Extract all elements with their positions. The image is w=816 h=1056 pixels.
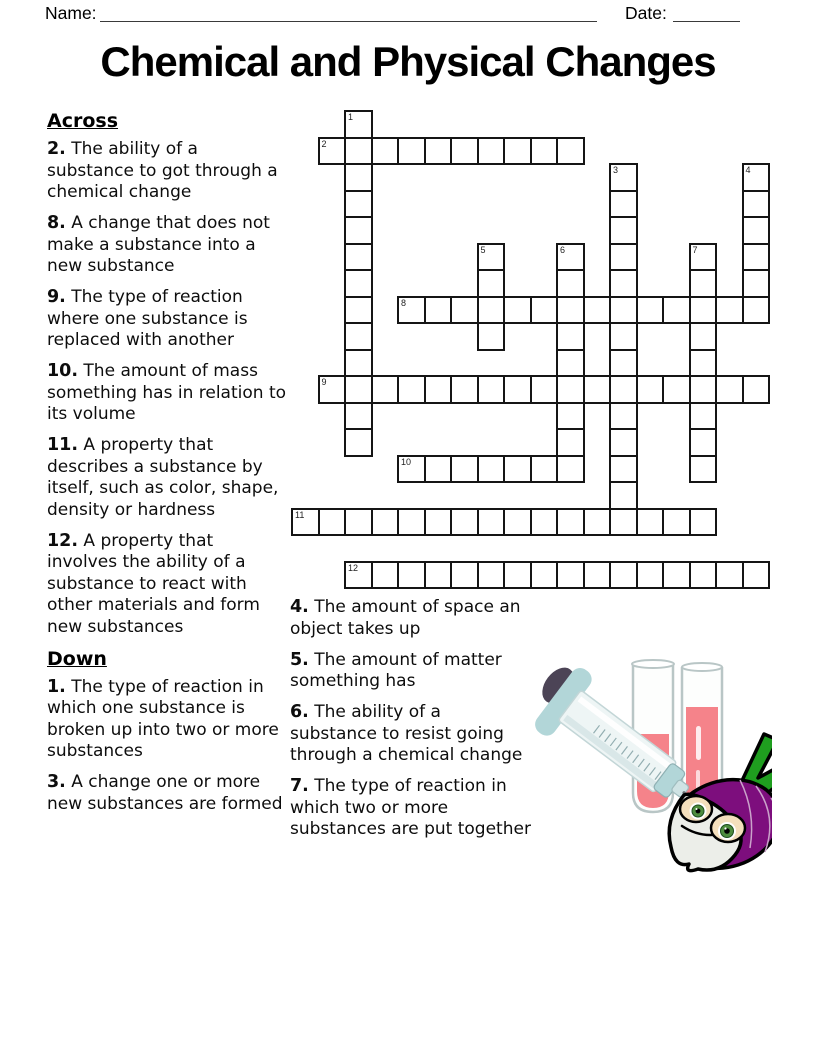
grid-cell[interactable] xyxy=(344,269,373,298)
grid-cell[interactable] xyxy=(291,508,320,537)
grid-cell[interactable] xyxy=(609,481,638,510)
grid-cell[interactable] xyxy=(371,561,400,590)
grid-cell[interactable] xyxy=(556,243,585,272)
clue-number: 12. xyxy=(47,530,79,551)
grid-cell[interactable] xyxy=(583,375,612,404)
grid-cell[interactable] xyxy=(742,375,771,404)
clue-text: A property that involves the ability of a substance to react with other materials and form new substances xyxy=(47,530,260,637)
grid-cell[interactable] xyxy=(636,508,665,537)
clue-text: A property that describes a substance by itself, such as color, shape, density or hardness xyxy=(47,435,279,520)
clue-number: 8. xyxy=(47,213,66,233)
grid-cell[interactable] xyxy=(503,375,532,404)
clue-text: A change that does not make a substance into a new substance xyxy=(47,213,270,276)
clue-number: 10. xyxy=(47,361,79,381)
illustration xyxy=(532,650,772,900)
grid-cell[interactable] xyxy=(530,375,559,404)
grid-cell[interactable] xyxy=(424,375,453,404)
grid-cell[interactable] xyxy=(583,561,612,590)
grid-cell[interactable] xyxy=(689,296,718,325)
grid-cell[interactable] xyxy=(689,269,718,298)
grid-cell[interactable] xyxy=(371,375,400,404)
clue-across-11 xyxy=(47,435,286,521)
clue-number: 7. xyxy=(290,776,309,796)
across-heading: Across xyxy=(47,110,119,132)
grid-cell[interactable] xyxy=(344,243,373,272)
clue-text: The ability of a substance to got through a chemical change xyxy=(47,139,278,202)
grid-cell[interactable] xyxy=(397,375,426,404)
grid-cell[interactable] xyxy=(503,561,532,590)
grid-cell-number: 3 xyxy=(613,165,619,175)
grid-cell-number: 2 xyxy=(321,138,327,149)
grid-cell[interactable] xyxy=(689,349,718,378)
grid-cell[interactable] xyxy=(450,137,479,166)
grid-cell[interactable] xyxy=(609,216,638,245)
clue-text: A change one or more new substances are formed xyxy=(47,772,283,814)
grid-cell[interactable] xyxy=(636,296,665,325)
grid-cell[interactable] xyxy=(530,296,559,325)
eye-left-icon xyxy=(680,796,712,822)
grid-cell[interactable] xyxy=(318,137,347,166)
clue-column-left xyxy=(47,110,286,825)
grid-cell[interactable] xyxy=(477,269,506,298)
grid-cell[interactable] xyxy=(556,561,585,590)
clue-text: The type of reaction where one substance is replaced with another xyxy=(47,287,248,350)
clue-down-4 xyxy=(290,597,531,640)
eye-right-icon xyxy=(711,814,745,842)
grid-cell[interactable] xyxy=(477,243,506,272)
grid-cell[interactable] xyxy=(344,216,373,245)
grid-cell[interactable] xyxy=(397,508,426,537)
grid-cell[interactable] xyxy=(318,508,347,537)
clue-text: The amount of matter something has xyxy=(290,649,502,691)
clue-across-2 xyxy=(47,139,286,204)
grid-cell[interactable] xyxy=(503,296,532,325)
grid-cell[interactable] xyxy=(397,561,426,590)
grid-cell[interactable] xyxy=(344,508,373,537)
grid-cell[interactable] xyxy=(689,561,718,590)
grid-cell[interactable] xyxy=(689,508,718,537)
grid-cell[interactable] xyxy=(530,508,559,537)
grid-cell[interactable] xyxy=(477,137,506,166)
clue-number: 6. xyxy=(290,702,309,722)
grid-cell[interactable] xyxy=(715,296,744,325)
grid-cell[interactable] xyxy=(689,322,718,351)
grid-cell[interactable] xyxy=(609,508,638,537)
grid-cell[interactable] xyxy=(689,375,718,404)
grid-cell-number: 4 xyxy=(745,165,751,175)
grid-cell[interactable] xyxy=(742,296,771,325)
clue-down-7 xyxy=(290,776,531,841)
grid-cell[interactable] xyxy=(530,455,559,484)
grid-cell[interactable] xyxy=(583,296,612,325)
clue-across-12 xyxy=(47,531,286,639)
grid-cell[interactable] xyxy=(397,296,426,325)
grid-cell[interactable] xyxy=(424,137,453,166)
grid-cell[interactable] xyxy=(397,137,426,166)
date-label: Date: xyxy=(625,3,667,23)
grid-cell[interactable] xyxy=(556,375,585,404)
clue-number: 2. xyxy=(47,139,66,159)
grid-cell[interactable] xyxy=(424,561,453,590)
down-heading: Down xyxy=(47,647,107,670)
clue-column-middle xyxy=(290,597,531,850)
grid-cell[interactable] xyxy=(344,137,373,166)
grid-cell[interactable] xyxy=(503,508,532,537)
clue-across-8 xyxy=(47,213,286,278)
grid-cell[interactable] xyxy=(662,561,691,590)
grid-cell[interactable] xyxy=(636,375,665,404)
clue-text: The amount of space an object takes up xyxy=(290,597,521,639)
grid-cell[interactable] xyxy=(477,322,506,351)
grid-cell[interactable] xyxy=(609,349,638,378)
clue-number: 4. xyxy=(290,597,309,617)
clue-text: The ability of a substance to resist going through a chemical change xyxy=(290,702,523,765)
grid-cell[interactable] xyxy=(530,137,559,166)
grid-cell-number: 12 xyxy=(348,562,359,573)
grid-cell[interactable] xyxy=(689,455,718,484)
grid-cell[interactable] xyxy=(477,455,506,484)
grid-cell[interactable] xyxy=(715,561,744,590)
grid-cell[interactable] xyxy=(556,296,585,325)
grid-cell[interactable] xyxy=(609,163,638,192)
grid-cell[interactable] xyxy=(609,455,638,484)
grid-cell[interactable] xyxy=(742,163,771,192)
grid-cell[interactable] xyxy=(609,269,638,298)
grid-cell[interactable] xyxy=(424,296,453,325)
grid-cell[interactable] xyxy=(503,455,532,484)
grid-cell-number: 6 xyxy=(560,244,566,255)
clue-number: 5. xyxy=(290,649,309,670)
grid-cell[interactable] xyxy=(742,561,771,590)
grid-cell[interactable] xyxy=(583,508,612,537)
grid-cell-number: 5 xyxy=(480,244,486,255)
grid-cell[interactable] xyxy=(609,190,638,219)
clue-number: 11. xyxy=(47,435,79,455)
grid-cell[interactable] xyxy=(609,243,638,272)
grid-cell[interactable] xyxy=(450,561,479,590)
grid-cell[interactable] xyxy=(477,508,506,537)
grid-cell[interactable] xyxy=(609,375,638,404)
grid-cell[interactable] xyxy=(609,402,638,431)
clue-down-1 xyxy=(47,677,286,763)
grid-cell[interactable] xyxy=(397,455,426,484)
grid-cell[interactable] xyxy=(344,296,373,325)
grid-cell[interactable] xyxy=(556,137,585,166)
grid-cell[interactable] xyxy=(424,508,453,537)
grid-cell[interactable] xyxy=(742,243,771,272)
grid-cell[interactable] xyxy=(556,508,585,537)
grid-cell[interactable] xyxy=(371,137,400,166)
grid-cell[interactable] xyxy=(556,455,585,484)
grid-cell[interactable] xyxy=(371,508,400,537)
clue-number: 9. xyxy=(47,287,66,307)
clue-text: The type of reaction in which one substance is broken up into two or more substances xyxy=(47,676,279,761)
grid-cell[interactable] xyxy=(344,561,373,590)
grid-cell[interactable] xyxy=(344,428,373,457)
clue-text: The amount of mass something has in relation to its volume xyxy=(47,361,287,424)
grid-cell[interactable] xyxy=(662,375,691,404)
grid-cell[interactable] xyxy=(609,428,638,457)
grid-cell[interactable] xyxy=(450,296,479,325)
grid-cell[interactable] xyxy=(503,137,532,166)
grid-cell[interactable] xyxy=(318,375,347,404)
grid-cell-number: 10 xyxy=(401,456,412,467)
grid-cell[interactable] xyxy=(450,375,479,404)
grid-cell[interactable] xyxy=(450,508,479,537)
grid-cell[interactable] xyxy=(344,163,373,192)
grid-cell[interactable] xyxy=(742,190,771,219)
clue-number: 3. xyxy=(47,772,66,792)
name-label: Name: xyxy=(45,3,97,23)
grid-cell[interactable] xyxy=(344,110,373,139)
grid-cell[interactable] xyxy=(742,216,771,245)
page-title: Chemical and Physical Changes xyxy=(100,38,716,85)
clue-across-10 xyxy=(47,361,286,426)
grid-cell[interactable] xyxy=(662,296,691,325)
clue-across-9 xyxy=(47,287,286,352)
grid-cell[interactable] xyxy=(344,402,373,431)
grid-cell-number: 11 xyxy=(295,509,305,520)
grid-cell[interactable] xyxy=(609,322,638,351)
grid-cell[interactable] xyxy=(344,349,373,378)
grid-cell-number: 1 xyxy=(348,112,354,122)
grid-cell[interactable] xyxy=(530,561,559,590)
grid-cell[interactable] xyxy=(344,375,373,404)
grid-cell[interactable] xyxy=(477,296,506,325)
grid-cell[interactable] xyxy=(689,243,718,272)
clue-number: 1. xyxy=(47,676,66,697)
grid-cell-number: 7 xyxy=(692,244,698,255)
grid-cell[interactable] xyxy=(424,455,453,484)
grid-cell[interactable] xyxy=(556,349,585,378)
grid-cell[interactable] xyxy=(344,190,373,219)
grid-cell[interactable] xyxy=(556,402,585,431)
grid-cell[interactable] xyxy=(689,402,718,431)
grid-cell[interactable] xyxy=(344,322,373,351)
grid-cell[interactable] xyxy=(609,561,638,590)
grid-cell-number: 8 xyxy=(401,297,407,308)
grid-cell[interactable] xyxy=(715,375,744,404)
grid-cell[interactable] xyxy=(556,269,585,298)
grid-cell[interactable] xyxy=(556,428,585,457)
clue-text: The type of reaction in which two or more substances are put together xyxy=(290,776,531,839)
grid-cell[interactable] xyxy=(636,561,665,590)
grid-cell[interactable] xyxy=(556,322,585,351)
clue-down-3 xyxy=(47,772,286,815)
clue-down-6 xyxy=(290,702,531,767)
grid-cell[interactable] xyxy=(477,561,506,590)
grid-cell[interactable] xyxy=(689,428,718,457)
grid-cell[interactable] xyxy=(450,455,479,484)
clue-down-5 xyxy=(290,650,531,693)
grid-cell-number: 9 xyxy=(321,377,327,387)
grid-cell[interactable] xyxy=(477,375,506,404)
grid-cell[interactable] xyxy=(662,508,691,537)
grid-cell[interactable] xyxy=(742,269,771,298)
grid-cell[interactable] xyxy=(609,296,638,325)
